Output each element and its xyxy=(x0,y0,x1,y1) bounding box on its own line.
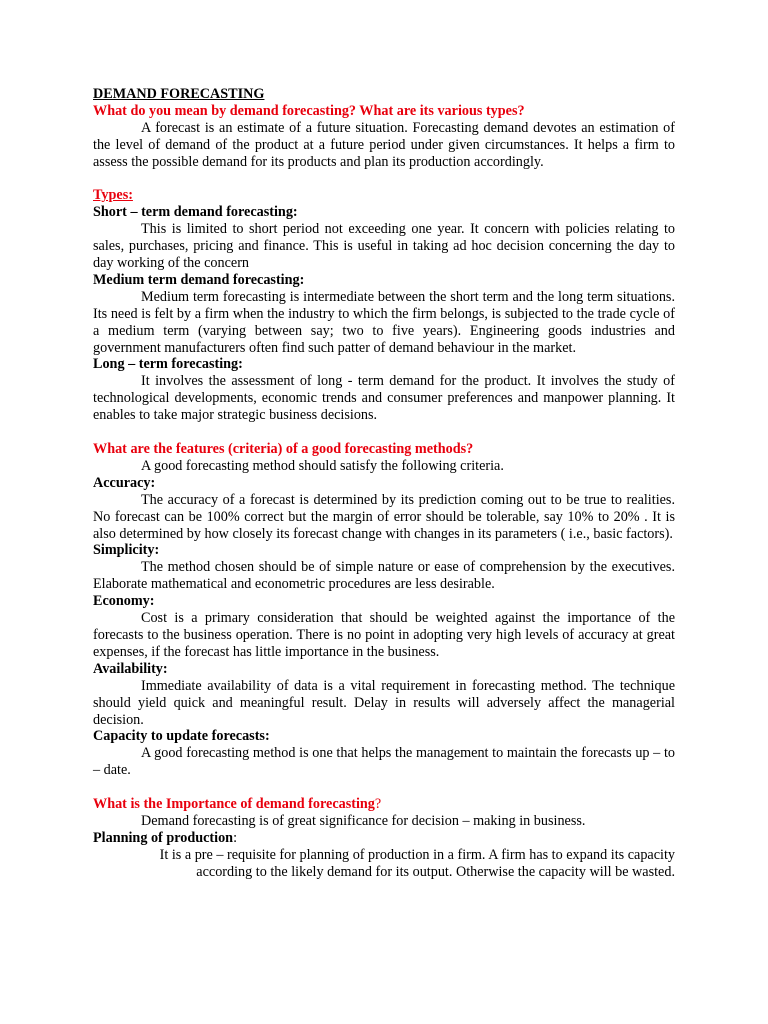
simplicity-paragraph: The method chosen should be of simple nature or ease of comprehension by the executives. Elaborate mathematical and econometric procedures are less desirable. xyxy=(93,559,675,593)
planning-colon: : xyxy=(233,829,238,846)
importance-intro: Demand forecasting is of great significance for decision – making in business. xyxy=(141,812,586,829)
medium-term-paragraph: Medium term forecasting is intermediate between the short term and the long term situations. Its need is felt by a firm when the industry to which the firm belongs, is subjected to the trade cycle of a medium term (varying between say; two to five years). Engineering goods industries and government manufacturers often find such patter of demand behaviour in the market. xyxy=(93,288,675,356)
planning-paragraph: It is a pre – requisite for planning of production in a firm. A firm has to expand its capacity according to the likely demand for its output. Otherwise the capacity will be wasted. xyxy=(159,846,675,880)
types-heading: Types: xyxy=(93,187,133,204)
accuracy-heading: Accuracy: xyxy=(93,474,156,491)
availability-heading: Availability: xyxy=(93,660,168,677)
question-demand-forecasting: What do you mean by demand forecasting? What are its various types? xyxy=(93,102,525,119)
question-importance xyxy=(93,796,675,813)
capacity-paragraph: A good forecasting method is one that helps the management to maintain the forecasts up – to – date. xyxy=(93,745,675,779)
short-term-heading: Short – term demand forecasting: xyxy=(93,204,298,221)
accuracy-paragraph: The accuracy of a forecast is determined by its prediction coming out to be true to realities. No forecast can be 100% correct but the margin of error should be tolerable, say 10% to 20% . It is also determined by how closely its forecast change with changes in its parameters ( i.e., basic factors). xyxy=(93,491,675,542)
spacer xyxy=(93,779,675,796)
short-term-paragraph: This is limited to short period not exceeding one year. It concern with policies relating to sales, purchases, pricing and finance. This is useful in taking ad hoc decision concerning the day to day working of the concern xyxy=(93,221,675,272)
economy-paragraph: Cost is a primary consideration that should be weighted against the importance of the forecasts to the business operation. There is no point in adopting very high levels of accuracy at great expenses, if the forecast has little importance in the business. xyxy=(93,610,675,660)
planning-heading: Planning of production xyxy=(93,829,234,846)
criteria-intro: A good forecasting method should satisfy the following criteria. xyxy=(141,457,504,474)
economy-heading: Economy: xyxy=(93,593,155,610)
intro-paragraph: A forecast is an estimate of a future situation. Forecasting demand devotes an estimation of the level of demand of the product at a future period under given circumstances. It helps a firm to assess the possible demand for its products and plan its production accordingly. xyxy=(93,119,675,170)
spacer xyxy=(93,171,675,188)
simplicity-heading: Simplicity: xyxy=(93,542,160,559)
planning-heading-line xyxy=(93,830,675,847)
capacity-heading: Capacity to update forecasts: xyxy=(93,728,270,745)
medium-term-heading: Medium term demand forecasting: xyxy=(93,271,305,288)
document-title: DEMAND FORECASTING xyxy=(93,86,265,102)
question-features: What are the features (criteria) of a good forecasting methods? xyxy=(93,441,474,457)
spacer xyxy=(93,424,675,441)
availability-paragraph: Immediate availability of data is a vital requirement in forecasting method. The technique should yield quick and meaningful result. Delay in results will adversely affect the managerial decision. xyxy=(93,677,675,728)
long-term-paragraph: It involves the assessment of long - term demand for the product. It involves the study of technological developments, economic trends and consumer preferences and manpower planning. It enables to take major strategic business decisions. xyxy=(93,373,675,424)
long-term-heading: Long – term forecasting: xyxy=(93,356,243,373)
question-mark: ? xyxy=(374,796,382,813)
question-importance-text: What is the Importance of demand forecasting xyxy=(93,796,375,813)
